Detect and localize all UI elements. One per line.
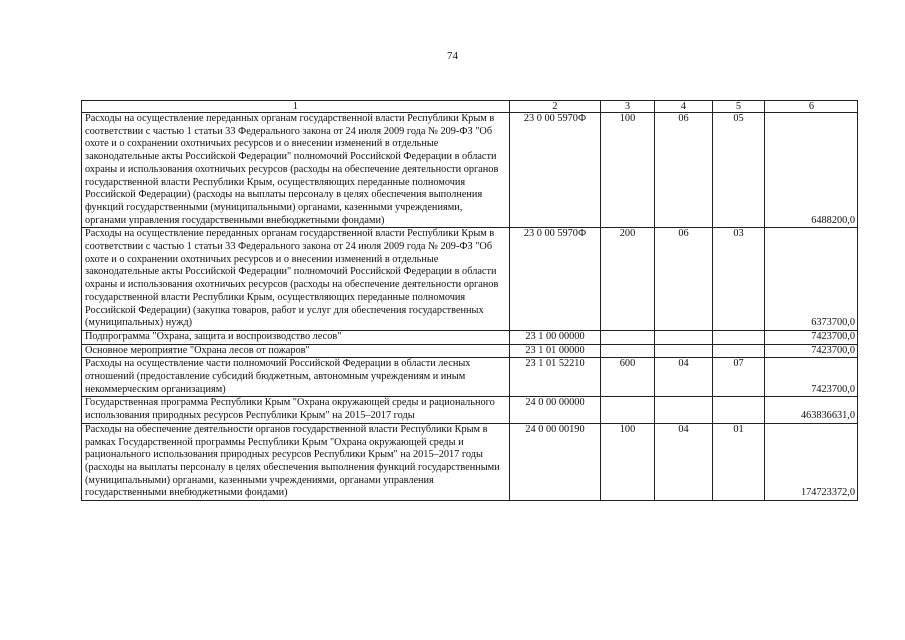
table-row xyxy=(82,330,858,344)
table-row xyxy=(82,228,858,331)
row-name: Расходы на осуществление части полномочий Российской Федерации в области лесных отношений (предоставление субсидий бюджетным, автономным учреждениям и иным некоммерческим организациям) xyxy=(82,358,510,397)
row-col-3 xyxy=(601,344,655,358)
row-col-3 xyxy=(601,330,655,344)
row-amount: 174723372,0 xyxy=(765,423,858,500)
row-col-3: 100 xyxy=(601,423,655,500)
row-name: Государственная программа Республики Крым "Охрана окружающей среды и рационального использования природных ресурсов Республики Крым" на 2015–2017 годы xyxy=(82,397,510,423)
header-col-3: 3 xyxy=(601,101,655,113)
row-code: 23 0 00 5970Ф xyxy=(510,228,601,331)
row-code: 23 1 01 52210 xyxy=(510,358,601,397)
table-row xyxy=(82,344,858,358)
row-amount: 463836631,0 xyxy=(765,397,858,423)
row-col-3: 200 xyxy=(601,228,655,331)
row-col-5: 07 xyxy=(713,358,765,397)
budget-table xyxy=(81,100,858,501)
table-row xyxy=(82,423,858,500)
row-col-4: 04 xyxy=(655,358,713,397)
row-col-4: 06 xyxy=(655,113,713,228)
row-name: Подпрограмма "Охрана, защита и воспроизводство лесов" xyxy=(82,330,510,344)
page-number: 74 xyxy=(447,50,458,62)
header-col-5: 5 xyxy=(713,101,765,113)
row-col-4: 04 xyxy=(655,423,713,500)
row-col-5: 03 xyxy=(713,228,765,331)
row-amount: 6488200,0 xyxy=(765,113,858,228)
row-code: 23 1 00 00000 xyxy=(510,330,601,344)
table-row xyxy=(82,397,858,423)
row-amount: 7423700,0 xyxy=(765,344,858,358)
row-col-4 xyxy=(655,344,713,358)
row-name: Расходы на обеспечение деятельности органов государственной власти Республики Крым в рамках Государственной программы Республики Крым "Охрана окружающей среды и рационального использования природных ресурсов Республики Крым" на 2015–2017 годы (расходы на выплаты персоналу в целях обеспечения выполнения функций государственными (муниципальными) органами, казенными учреждениями, органами управления государственными внебюджетными фондами) xyxy=(82,423,510,500)
row-code: 24 0 00 00190 xyxy=(510,423,601,500)
row-col-3 xyxy=(601,397,655,423)
row-code: 23 0 00 5970Ф xyxy=(510,113,601,228)
row-amount: 6373700,0 xyxy=(765,228,858,331)
row-col-4 xyxy=(655,330,713,344)
header-col-4: 4 xyxy=(655,101,713,113)
row-amount: 7423700,0 xyxy=(765,358,858,397)
table-header-row xyxy=(82,101,858,113)
row-col-4 xyxy=(655,397,713,423)
row-col-5: 05 xyxy=(713,113,765,228)
row-col-5 xyxy=(713,330,765,344)
row-col-4: 06 xyxy=(655,228,713,331)
row-code: 23 1 01 00000 xyxy=(510,344,601,358)
row-name: Расходы на осуществление переданных органам государственной власти Республики Крым в соответствии с частью 1 статьи 33 Федерального закона от 24 июля 2009 года № 209-ФЗ "Об охоте и о сохранении охотничьих ресурсов и о внесении изменений в отдельные законодательные акты Российской Федерации" полномочий Российской Федерации в области охраны и использования охотничьих ресурсов (расходы на обеспечение деятельности органов государственной власти Республики Крым, осуществляющих переданные полномочия Российской Федерации) (закупка товаров, работ и услуг для обеспечения государственных (муниципальных) нужд) xyxy=(82,228,510,331)
header-col-1: 1 xyxy=(82,101,510,113)
row-name: Основное мероприятие "Охрана лесов от пожаров" xyxy=(82,344,510,358)
row-amount: 7423700,0 xyxy=(765,330,858,344)
table-row xyxy=(82,358,858,397)
header-col-6: 6 xyxy=(765,101,858,113)
row-col-3: 600 xyxy=(601,358,655,397)
row-code: 24 0 00 00000 xyxy=(510,397,601,423)
row-col-5 xyxy=(713,397,765,423)
table-row xyxy=(82,113,858,228)
row-col-3: 100 xyxy=(601,113,655,228)
header-col-2: 2 xyxy=(510,101,601,113)
row-col-5: 01 xyxy=(713,423,765,500)
row-name: Расходы на осуществление переданных органам государственной власти Республики Крым в соответствии с частью 1 статьи 33 Федерального закона от 24 июля 2009 года № 209-ФЗ "Об охоте и о сохранении охотничьих ресурсов и о внесении изменений в отдельные законодательные акты Российской Федерации" полномочий Российской Федерации в области охраны и использования охотничьих ресурсов (расходы на обеспечение деятельности органов государственной власти Республики Крым, осуществляющих переданные полномочия Российской Федерации) (расходы на выплаты персоналу в целях обеспечения выполнения функций государственными (муниципальными) органами, казенными учреждениями, органами управления государственными внебюджетными фондами) xyxy=(82,113,510,228)
row-col-5 xyxy=(713,344,765,358)
